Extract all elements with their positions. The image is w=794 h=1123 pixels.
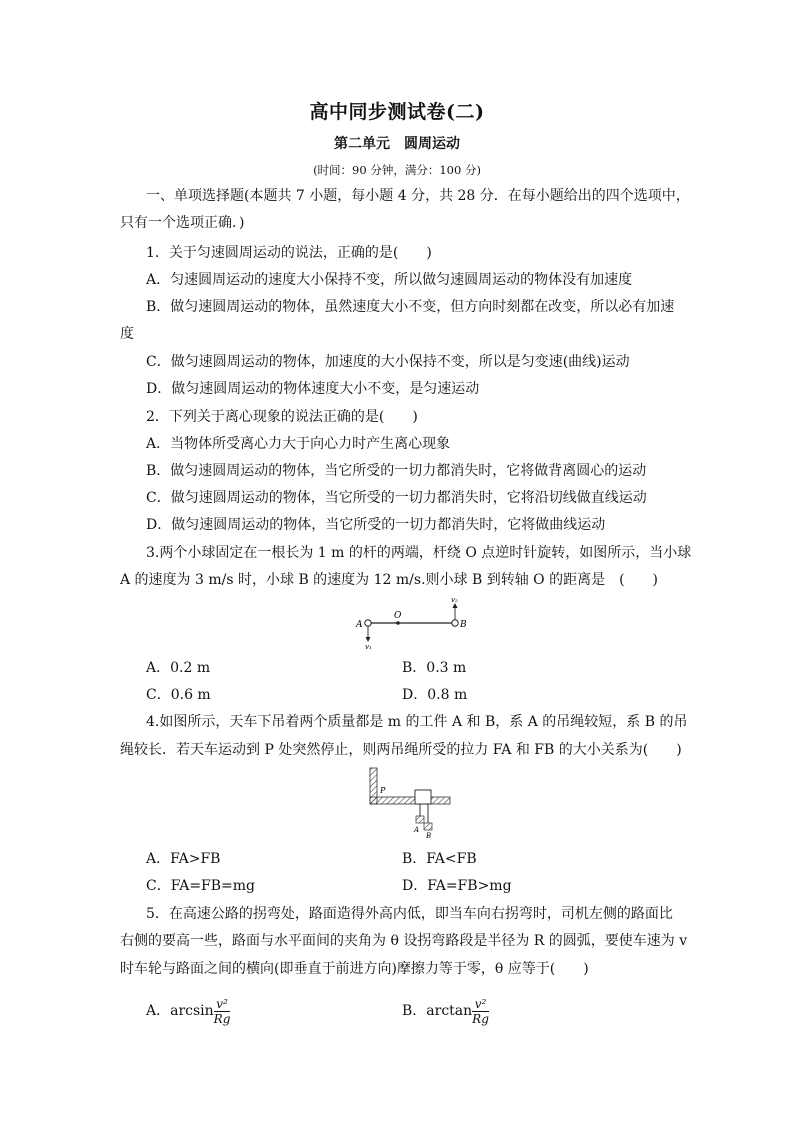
q1-option-b: B．做匀速圆周运动的物体，虽然速度大小不变，但方向时刻都在改变，所以必有加速 [146,299,675,315]
label-v2: v₂ [451,596,458,604]
workpiece-a [416,816,424,823]
q5-stem-line3: 时车轮与路面之间的横向(即垂直于前进方向)摩擦力等于零，θ 应等于( ) [120,961,589,977]
q4-option-b: B．FA<FB [402,851,477,867]
q3-option-b: B．0.3 m [402,660,467,676]
q4-option-c: C．FA=FB=mg [146,878,256,894]
q4-stem-line2: 绳较长．若天车运动到 P 处突然停止，则两吊绳所受的拉力 FA 和 FB 的大小关系为( ) [120,742,682,758]
exam-info: (时间：90 分钟，满分：100 分) [313,163,481,177]
q5-option-a-fraction [214,997,231,1026]
q2-stem: 2．下列关于离心现象的说法正确的是( ) [146,409,418,425]
label-a: A [414,826,420,834]
arrow-v1-head [366,637,371,642]
q5-stem-line1: 5．在高速公路的拐弯处，路面造得外高内低，即当车向右拐弯时，司机左侧的路面比 [146,906,673,922]
q4-stem-line1: 4.如图所示，天车下吊着两个质量都是 m 的工件 A 和 B，系 A 的吊绳较短，系 B 的吊 [146,714,688,730]
label-b: B [426,832,432,838]
q3-option-d: D．0.8 m [402,687,468,703]
q5-option-b-label: B．arctan [402,1003,473,1019]
crane-trolley [415,790,431,804]
q2-option-c: C．做匀速圆周运动的物体，当它所受的一切力都消失时，它将沿切线做直线运动 [146,490,647,506]
unit-subtitle: 第二单元 圆周运动 [334,136,460,152]
label-v1: v₁ [365,643,372,651]
q3-option-a: A．0.2 m [146,660,211,676]
frac-numerator: v² [214,997,231,1012]
q4-option-d: D．FA=FB>mg [402,878,512,894]
q1-option-b-cont: 度 [120,326,134,342]
rail-beam [370,797,450,804]
ball-b [452,620,458,626]
q2-option-b: B．做匀速圆周运动的物体，当它所受的一切力都消失时，它将做背离圆心的运动 [146,463,647,479]
label-o: O [394,611,402,621]
q1-option-c: C．做匀速圆周运动的物体，加速度的大小保持不变，所以是匀变速(曲线)运动 [146,354,630,370]
q5-stem-line2: 右侧的要高一些，路面与水平面间的夹角为 θ 设拐弯路段是半径为 R 的圆弧，要使车速为 v [120,933,688,949]
frac-denominator: Rg [472,1011,489,1026]
q4-crane-figure [368,766,452,838]
ball-a [365,620,371,626]
q2-option-a: A．当物体所受离心力大于向心力时产生离心现象 [146,436,451,452]
q3-rod-figure [345,593,485,651]
q4-option-a: A．FA>FB [146,851,221,867]
q3-option-c: C．0.6 m [146,687,211,703]
q5-option-b-fraction [472,997,489,1026]
q1-option-a: A．匀速圆周运动的速度大小保持不变，所以做匀速圆周运动的物体没有加速度 [146,272,633,288]
q5-option-b [402,994,489,1028]
q2-option-d: D．做匀速圆周运动的物体，当它所受的一切力都消失时，它将做曲线运动 [146,517,606,533]
q3-stem-line1: 3.两个小球固定在一根长为 1 m 的杆的两端，杆绕 O 点逆时针旋转，如图所示，当小球 [146,545,692,561]
frac-numerator: v² [472,997,489,1012]
label-b: B [460,620,467,630]
q3-stem-line2: A 的速度为 3 m/s 时，小球 B 的速度为 12 m/s.则小球 B 到转轴 O 的距离是 ( ) [120,572,659,588]
q1-stem: 1．关于匀速圆周运动的说法，正确的是( ) [146,245,432,261]
q1-option-d: D．做匀速圆周运动的物体速度大小不变，是匀速运动 [146,381,480,397]
label-p: P [380,786,386,795]
q5-option-a-label: A．arcsin [146,1003,214,1019]
pivot-o [396,621,400,625]
page-title: 高中同步测试卷(二) [309,101,485,123]
section-intro-line1: 一、单项选择题(本题共 7 小题，每小题 4 分，共 28 分．在每小题给出的四个选项中， [146,188,690,204]
workpiece-b [424,823,432,830]
q5-option-a [146,994,230,1028]
label-a: A [356,620,363,630]
section-intro-line2: 只有一个选项正确．) [120,215,245,231]
frac-denominator: Rg [213,1011,231,1026]
